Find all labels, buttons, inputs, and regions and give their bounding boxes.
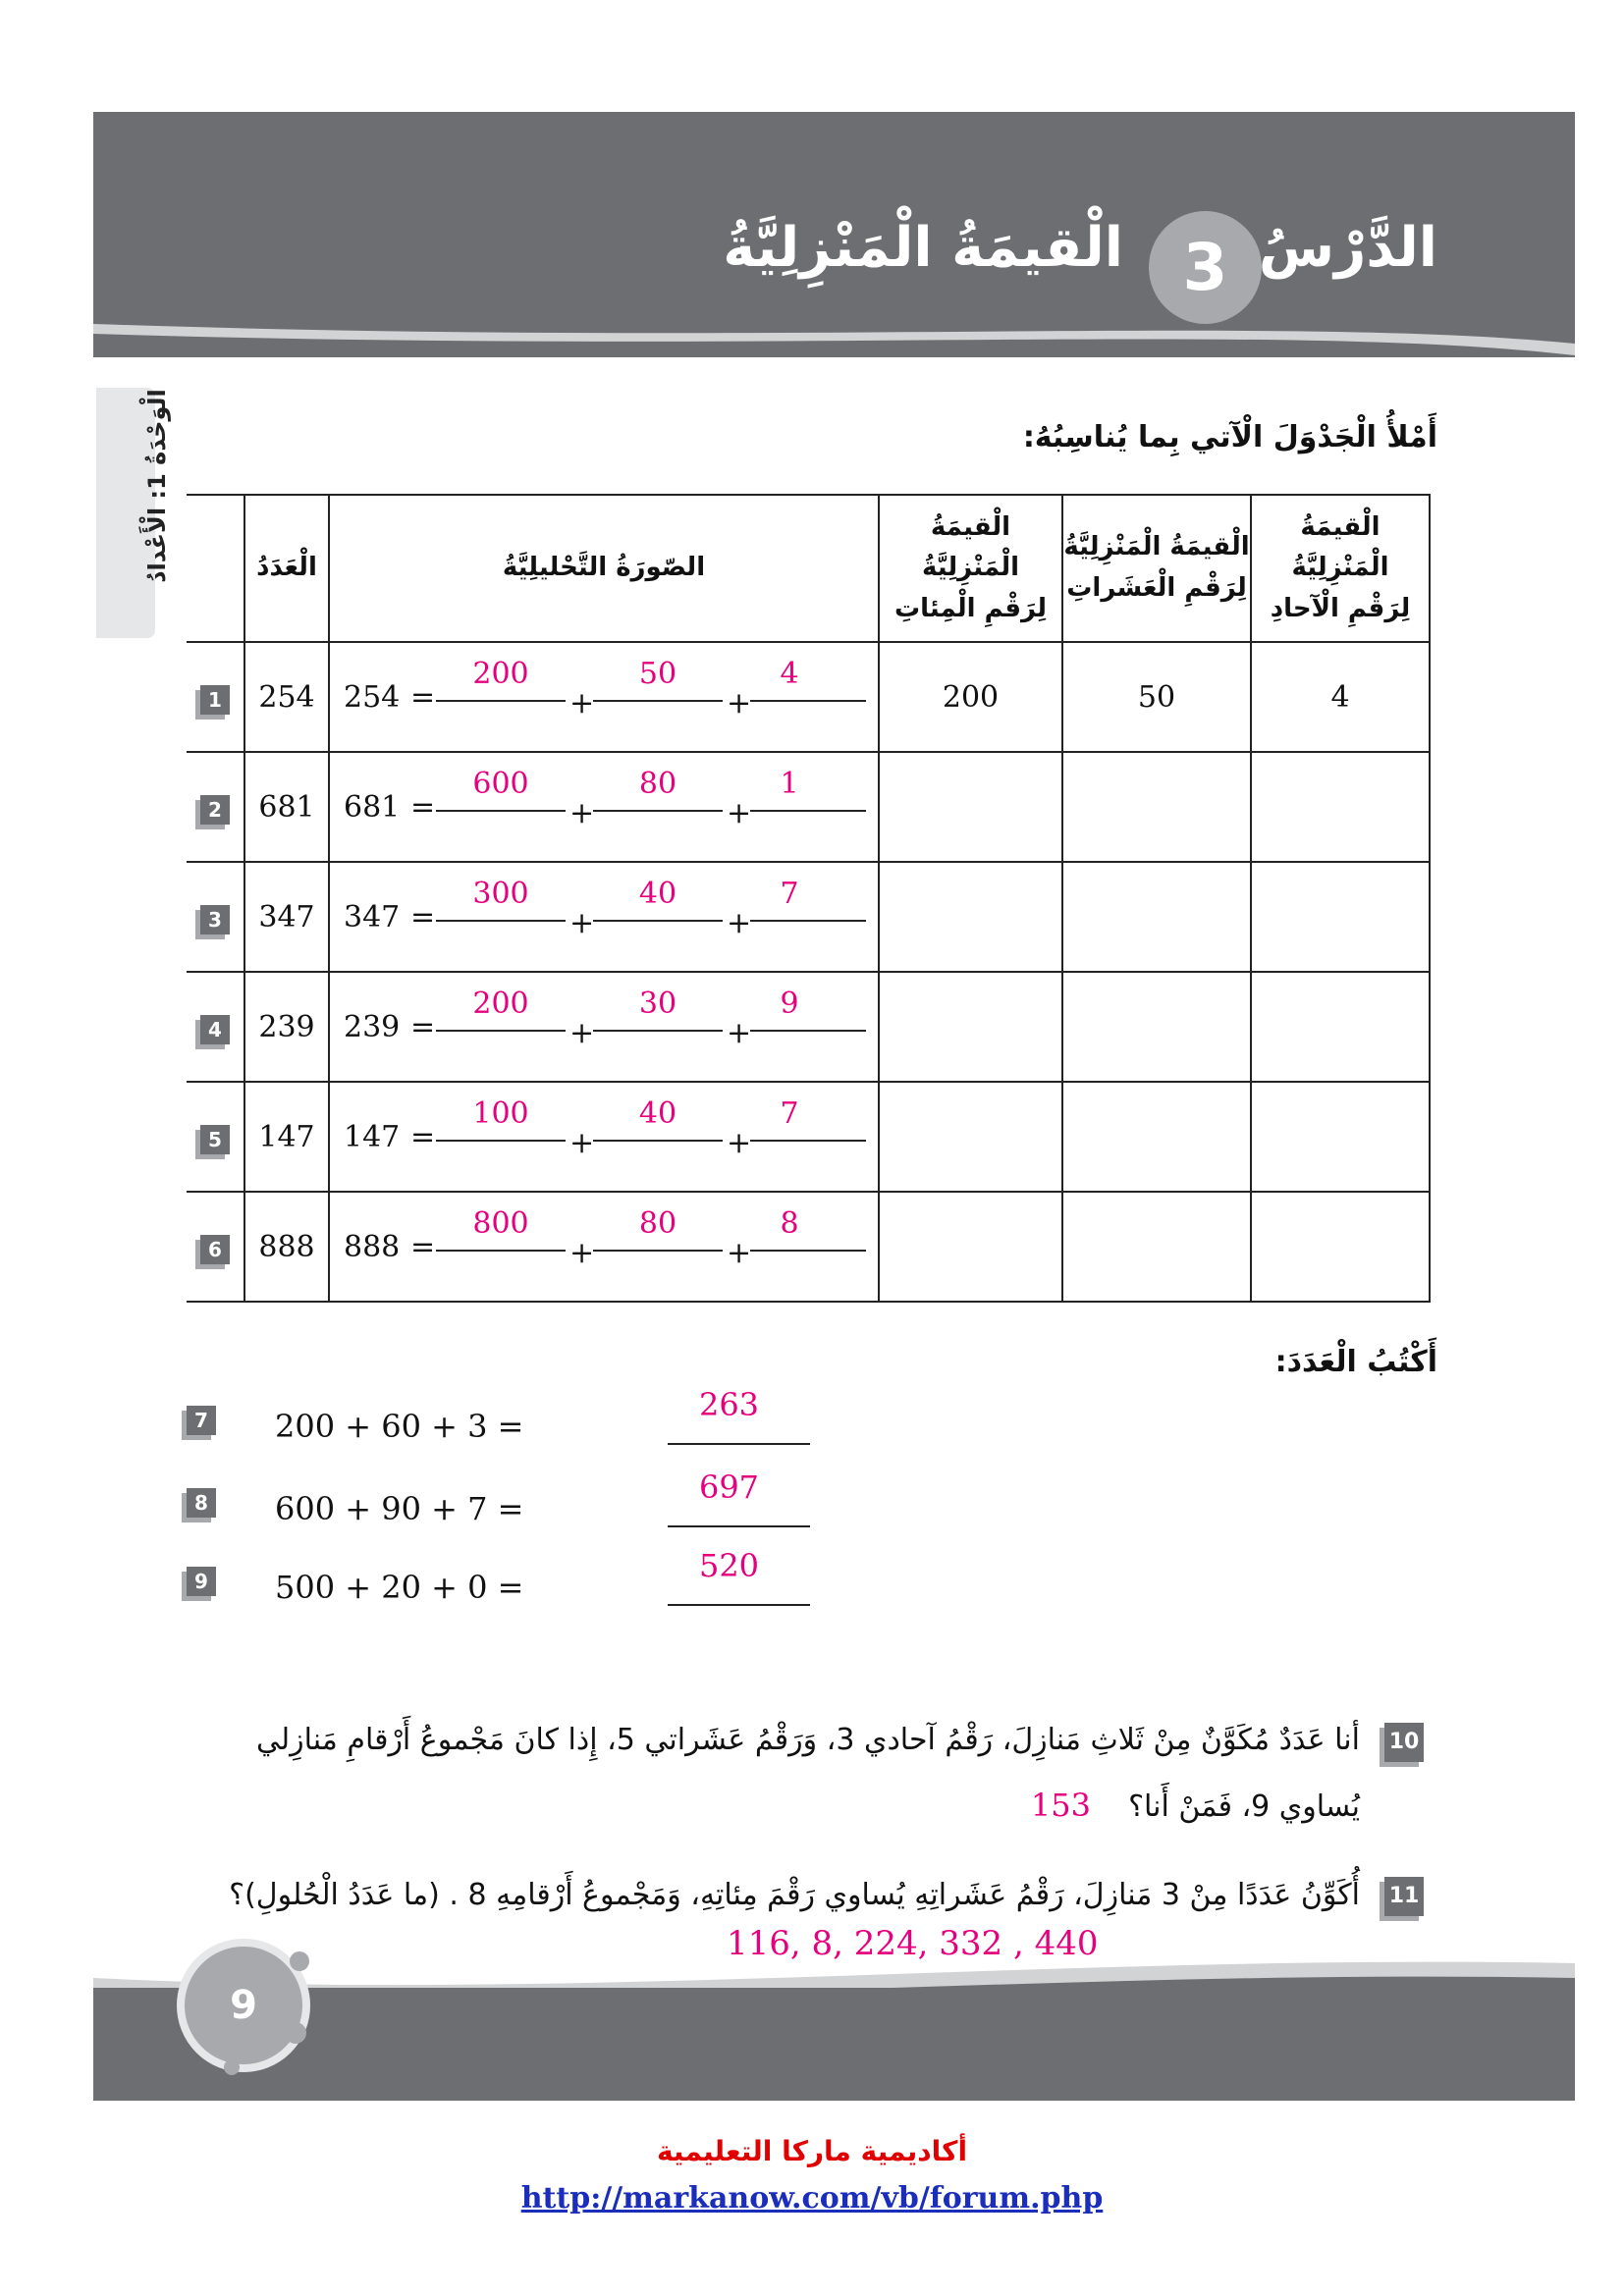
tens-value-cell[interactable] xyxy=(1062,862,1251,972)
tens-answer: 50 xyxy=(638,657,677,691)
problem-text: أُكَوِّنُ عَدَدًا مِنْ 3 مَنازِلَ، رَقْمُ عَشَراتِهِ يُساوي رَقْمَ مِئاتِهِ، وَمَجْموعُ أَرْقامِهِ 8 . (ما عَدَدُ الْحُلولِ)؟ xyxy=(229,1878,1360,1912)
equals-sign: = xyxy=(410,1230,436,1264)
plus-sign: + xyxy=(569,1016,595,1050)
equals-sign: = xyxy=(410,1010,436,1044)
tens-header: الْقيمَةُ الْمَنْزِلِيَّةُ لِرَقْمِ الْعَشَراتِ xyxy=(1062,495,1251,642)
row-number-badge: 2 xyxy=(200,795,230,825)
tens-blank xyxy=(593,810,723,812)
write-number-instruction: أَكْتُبُ الْعَدَدَ: xyxy=(1274,1345,1437,1379)
header-wave xyxy=(93,316,1575,373)
plus-sign: + xyxy=(727,796,752,830)
site-link[interactable]: http://markanow.com/vb/forum.php xyxy=(520,2181,1104,2216)
tens-answer: 40 xyxy=(638,1096,677,1131)
expanded-lhs: 888 xyxy=(344,1230,401,1264)
row-index-cell xyxy=(187,752,244,862)
index-header xyxy=(187,495,244,642)
ones-value-cell[interactable] xyxy=(1251,972,1430,1082)
decor-dot xyxy=(285,2022,306,2044)
plus-sign: + xyxy=(727,1016,752,1050)
ones-blank xyxy=(750,1030,866,1032)
unit-label: الْوَحْدَةُ 1: الْأَعْدادُ xyxy=(143,389,171,583)
answer-value: 263 xyxy=(698,1386,760,1423)
tens-answer: 80 xyxy=(638,1206,677,1241)
tens-answer: 80 xyxy=(638,767,677,801)
ones-answer: 7 xyxy=(780,877,799,911)
expanded-lhs: 239 xyxy=(344,1010,401,1044)
plus-sign: + xyxy=(569,686,595,721)
lesson-number: 3 xyxy=(1182,230,1228,305)
hundreds-answer: 100 xyxy=(472,1096,529,1131)
ones-blank xyxy=(750,1250,866,1252)
expanded-form-cell xyxy=(329,1082,879,1192)
tens-value-cell[interactable] xyxy=(1062,752,1251,862)
hundreds-blank xyxy=(436,700,566,702)
ones-answer: 1 xyxy=(780,767,799,801)
tens-blank xyxy=(593,1250,723,1252)
plus-sign: + xyxy=(727,1126,752,1160)
number-cell: 681 xyxy=(244,752,329,862)
row-number-badge: 1 xyxy=(200,685,230,715)
table-row xyxy=(187,1082,1430,1192)
ones-blank xyxy=(750,700,866,702)
row-number-badge: 3 xyxy=(200,905,230,934)
expanded-form-cell xyxy=(329,752,879,862)
plus-sign: + xyxy=(727,1236,752,1270)
hundreds-blank xyxy=(436,1140,566,1142)
expanded-lhs: 254 xyxy=(344,680,401,715)
problem-answer: 153 xyxy=(1030,1787,1091,1824)
ones-value-cell[interactable] xyxy=(1251,1192,1430,1302)
tens-blank xyxy=(593,920,723,922)
equals-sign: = xyxy=(410,680,436,715)
academy-name: أكاديمية ماركا التعليمية xyxy=(656,2135,968,2167)
expanded-lhs: 147 xyxy=(344,1120,401,1154)
item-number-badge: 7 xyxy=(187,1406,216,1435)
hundreds-blank xyxy=(436,1030,566,1032)
answer-line xyxy=(668,1525,810,1527)
tens-answer: 30 xyxy=(638,987,677,1021)
equals-sign: = xyxy=(410,790,436,825)
tens-blank xyxy=(593,700,723,702)
ones-value-cell[interactable] xyxy=(1251,1082,1430,1192)
ones-blank xyxy=(750,1140,866,1142)
plus-sign: + xyxy=(569,906,595,940)
site-link-wrap xyxy=(0,2181,1624,2216)
tens-value-cell[interactable] xyxy=(1062,1192,1251,1302)
equals-sign: = xyxy=(410,1120,436,1154)
ones-value-cell[interactable]: 4 xyxy=(1251,642,1430,752)
equals-sign: = xyxy=(410,900,436,934)
table-row xyxy=(187,642,1430,752)
ones-answer: 7 xyxy=(780,1096,799,1131)
hundreds-value-cell[interactable] xyxy=(879,752,1062,862)
tens-value-cell[interactable]: 50 xyxy=(1062,642,1251,752)
expanded-lhs: 347 xyxy=(344,900,401,934)
row-number-badge: 5 xyxy=(200,1125,230,1154)
tens-answer: 40 xyxy=(638,877,677,911)
place-value-table xyxy=(187,494,1431,1303)
tens-value-cell[interactable] xyxy=(1062,972,1251,1082)
expanded-form-cell xyxy=(329,862,879,972)
hundreds-value-cell[interactable] xyxy=(879,972,1062,1082)
hundreds-value-cell[interactable] xyxy=(879,862,1062,972)
lesson-title: الْقيمَةُ الْمَنْزِلِيَّةُ xyxy=(723,216,1123,280)
answer-value: 697 xyxy=(698,1468,760,1506)
hundreds-answer: 300 xyxy=(472,877,529,911)
plus-sign: + xyxy=(727,906,752,940)
expanded-form-cell xyxy=(329,972,879,1082)
hundreds-blank xyxy=(436,1250,566,1252)
ones-blank xyxy=(750,920,866,922)
hundreds-answer: 600 xyxy=(472,767,529,801)
hundreds-value-cell[interactable] xyxy=(879,1192,1062,1302)
problem-answer: 116, 8, 224, 332 , 440 xyxy=(727,1924,1099,1963)
hundreds-header: الْقيمَةُ الْمَنْزِلِيَّةُ لِرَقْمِ الْمِئاتِ xyxy=(879,495,1062,642)
tens-value-cell[interactable] xyxy=(1062,1082,1251,1192)
row-index-cell xyxy=(187,1082,244,1192)
ones-answer: 9 xyxy=(780,987,799,1021)
problem-line: يُساوي 9، فَمَنْ أَنا؟ 153 xyxy=(1030,1787,1360,1824)
answer-value: 520 xyxy=(698,1547,760,1584)
expanded-form-cell xyxy=(329,1192,879,1302)
number-header: الْعَدَدُ xyxy=(244,495,329,642)
answer-line xyxy=(668,1604,810,1606)
plus-sign: + xyxy=(569,1236,595,1270)
decor-dot xyxy=(290,1951,309,1971)
hundreds-answer: 200 xyxy=(472,987,529,1021)
number-cell: 147 xyxy=(244,1082,329,1192)
table-row xyxy=(187,1192,1430,1302)
expanded-lhs: 681 xyxy=(344,790,401,825)
ones-header: الْقيمَةُ الْمَنْزِلِيَّةُ لِرَقْمِ الْآحادِ xyxy=(1251,495,1430,642)
hundreds-answer: 800 xyxy=(472,1206,529,1241)
number-cell: 254 xyxy=(244,642,329,752)
item-number-badge: 9 xyxy=(187,1567,216,1596)
plus-sign: + xyxy=(727,686,752,721)
row-index-cell xyxy=(187,972,244,1082)
ones-value-cell[interactable] xyxy=(1251,862,1430,972)
lesson-number-circle xyxy=(1149,211,1262,324)
item-number-badge: 8 xyxy=(187,1488,216,1518)
number-cell: 239 xyxy=(244,972,329,1082)
lesson-label: الدَّرْسُ xyxy=(1258,216,1437,280)
hundreds-blank xyxy=(436,920,566,922)
hundreds-value-cell[interactable]: 200 xyxy=(879,642,1062,752)
row-index-cell xyxy=(187,1192,244,1302)
sum-expression: 600 + 90 + 7 = xyxy=(275,1490,524,1527)
decor-dot xyxy=(224,2059,240,2075)
ones-value-cell[interactable] xyxy=(1251,752,1430,862)
expanded-form-cell xyxy=(329,642,879,752)
row-number-badge: 4 xyxy=(200,1015,230,1044)
ones-answer: 8 xyxy=(780,1206,799,1241)
hundreds-answer: 200 xyxy=(472,657,529,691)
tens-blank xyxy=(593,1030,723,1032)
row-number-badge: 6 xyxy=(200,1235,230,1264)
plus-sign: + xyxy=(569,1126,595,1160)
row-index-cell xyxy=(187,862,244,972)
table-row xyxy=(187,862,1430,972)
fill-table-instruction: أَمْلأُ الْجَدْوَلَ الْآتي بِما يُناسِبُهُ: xyxy=(1022,420,1437,454)
expanded-form-header: الصّورَةُ التَّحْليلِيَّةُ xyxy=(329,495,879,642)
ones-blank xyxy=(750,810,866,812)
table-header-row xyxy=(187,495,1430,642)
ones-answer: 4 xyxy=(780,657,799,691)
problem-text xyxy=(182,1708,1360,1840)
footer-band xyxy=(93,1988,1575,2101)
plus-sign: + xyxy=(569,796,595,830)
sum-expression: 200 + 60 + 3 = xyxy=(275,1408,524,1445)
problem-line: أنا عَدَدٌ مُكَوَّنٌ مِنْ ثَلاثِ مَنازِلَ، رَقْمُ آحادي 3، وَرَقْمُ عَشَراتي 5، إِذا كانَ مَجْموعُ أَرْقامِ مَنازِلي xyxy=(255,1723,1360,1757)
number-cell: 347 xyxy=(244,862,329,972)
tens-blank xyxy=(593,1140,723,1142)
table-row xyxy=(187,972,1430,1082)
hundreds-blank xyxy=(436,810,566,812)
sum-expression: 500 + 20 + 0 = xyxy=(275,1569,524,1606)
problem-number-badge: 10 xyxy=(1384,1723,1424,1762)
answer-line xyxy=(668,1443,810,1445)
problem-number-badge: 11 xyxy=(1384,1877,1424,1916)
row-index-cell xyxy=(187,642,244,752)
number-cell: 888 xyxy=(244,1192,329,1302)
hundreds-value-cell[interactable] xyxy=(879,1082,1062,1192)
table-row xyxy=(187,752,1430,862)
page-number: 9 xyxy=(230,1983,257,2028)
